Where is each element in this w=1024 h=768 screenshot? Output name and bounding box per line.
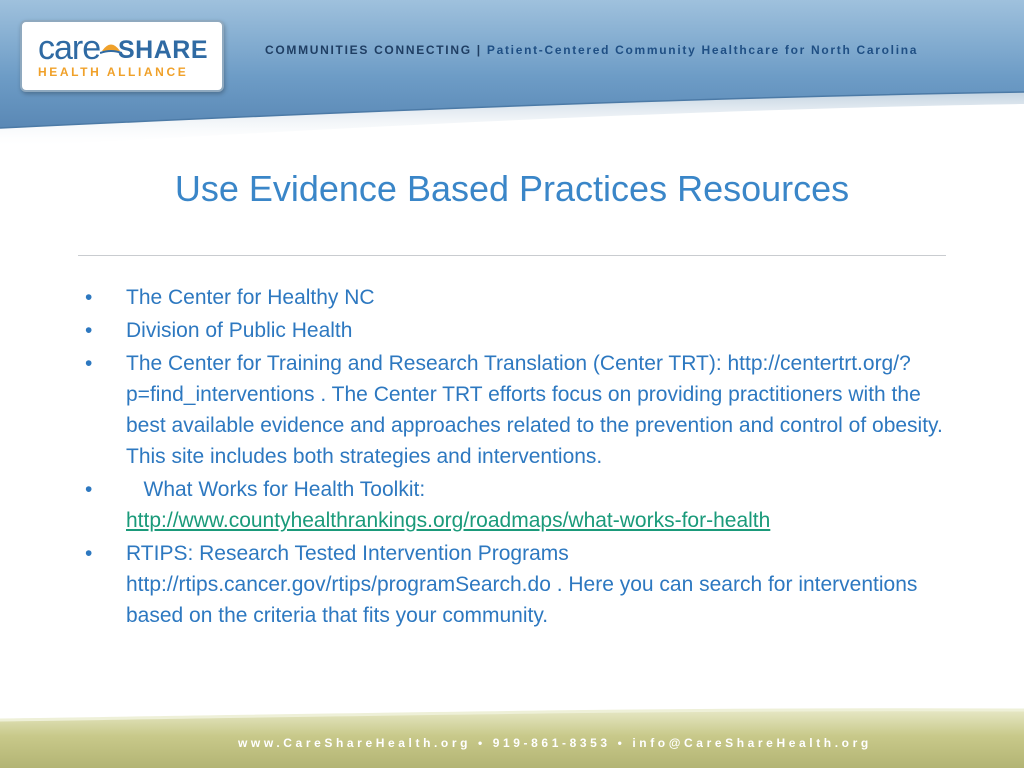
list-item [85,348,945,472]
bullet-glyph: • [85,478,93,501]
bullet-glyph: • [85,352,93,375]
tagline-separator: | [476,43,482,57]
logo-care-text: care [38,29,101,67]
list-item [85,474,945,536]
logo-subtitle: HEALTH ALLIANCE [38,65,189,79]
title-divider [78,255,946,256]
bullet-glyph: • [85,319,93,342]
bullet-text: Division of Public Health [126,319,353,342]
logo-share-text: SHARE [118,36,209,64]
county-health-rankings-link[interactable]: http://www.countyhealthrankings.org/roadmaps/what-works-for-health [126,509,771,532]
tagline-mission: Patient-Centered Community Healthcare for North Carolina [486,43,919,57]
bullet-glyph: • [85,542,93,565]
list-item [85,538,945,631]
footer-contact: www.CareShareHealth.org • 919-861-8353 • info@CareShareHealth.org [238,736,872,750]
bullet-text: The Center for Healthy NC [126,286,375,309]
bullet-text: RTIPS: Research Tested Intervention Programs http://rtips.cancer.gov/rtips/programSearch.do . Here you can search for interventions based on the criteria that fits your community. [126,542,918,627]
header-tagline [265,42,918,58]
footer-band [0,690,1024,768]
list-item [85,315,945,346]
bullet-text: The Center for Training and Research Translation (Center TRT): http://centertrt.org/?p=find_interventions . The Center TRT efforts focus on providing practitioners with the best available evidence and approaches related to the prevention and control of obesity. This site includes both strategies and interventions. [126,352,943,468]
tagline-communities: COMMUNITIES CONNECTING [265,43,472,57]
careshare-logo[interactable] [20,20,224,92]
slide-title: Use Evidence Based Practices Resources [174,168,850,209]
bullet-text: What Works for Health Toolkit: [126,478,431,501]
resource-list [85,282,945,633]
list-item [85,282,945,313]
bullet-glyph: • [85,286,93,309]
